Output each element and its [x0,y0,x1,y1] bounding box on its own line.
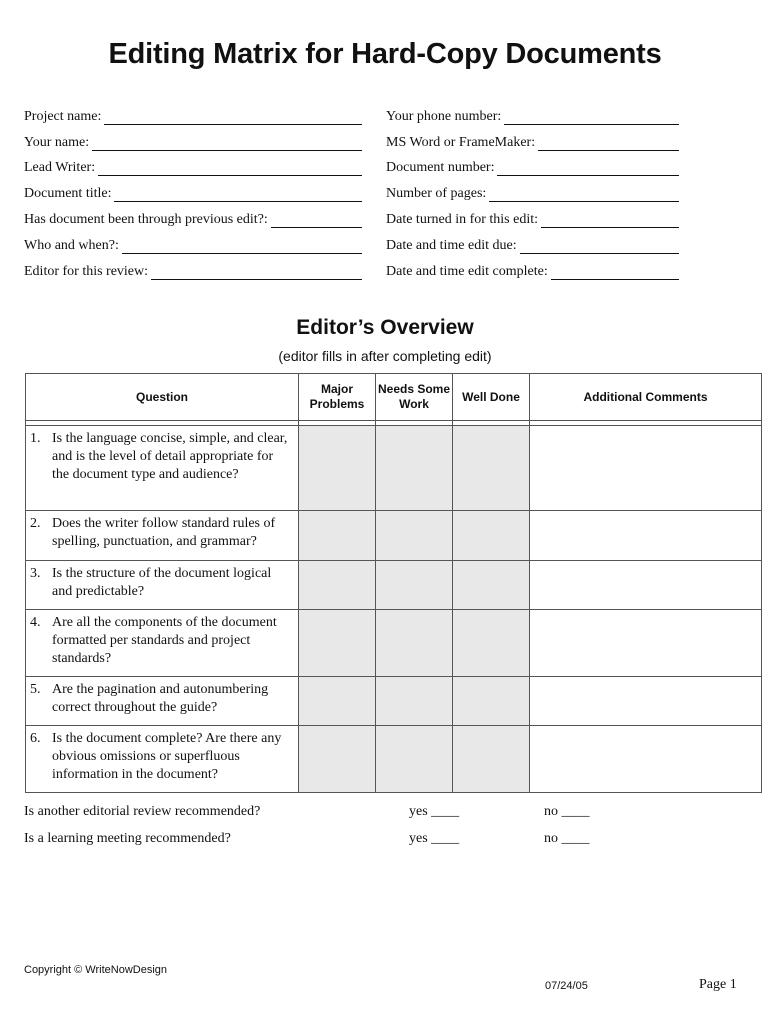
fill-line[interactable] [114,187,362,202]
question-number: 5. [30,682,41,697]
who-and-when-field[interactable] [24,234,362,254]
comments-cell[interactable] [530,426,762,511]
well-done-cell[interactable] [453,511,530,561]
fill-line[interactable] [520,239,679,254]
question-text: Is the document complete? Are there any obvious omissions or superfluous information in the document? [52,731,282,782]
question-cell [26,561,299,610]
field-label: Editor for this review: [24,264,149,279]
comments-cell[interactable] [530,726,762,793]
learning-meeting-row [24,831,744,851]
question-number: 6. [30,731,41,746]
column-header-needs-some-work: Needs Some Work [376,374,453,421]
field-label: Has document been through previous edit?: [24,212,268,227]
field-label: Document number: [386,160,495,175]
well-done-cell[interactable] [453,677,530,726]
well-done-cell[interactable] [453,610,530,677]
section-subtitle: (editor fills in after completing edit) [278,348,492,364]
needs-some-work-cell[interactable] [376,426,453,511]
fill-line[interactable] [98,161,362,176]
table-row [26,610,762,677]
question-cell [26,726,299,793]
question-text: Are all the components of the document formatted per standards and project standards? [52,615,277,666]
table-header-row [26,374,762,421]
no-blank[interactable]: no ____ [544,804,590,819]
table-row [26,511,762,561]
major-problems-cell[interactable] [299,726,376,793]
fill-line[interactable] [104,110,362,125]
yes-blank[interactable]: yes ____ [409,831,460,846]
question-text: Is the language concise, simple, and clear, and is the level of detail appropriate for the document type and audience? [52,431,288,482]
date-turned-in-field[interactable] [386,208,679,228]
major-problems-cell[interactable] [299,677,376,726]
fill-line[interactable] [271,213,362,228]
question-cell [26,677,299,726]
column-header-major-problems: Major Problems [299,374,376,421]
needs-some-work-cell[interactable] [376,561,453,610]
fill-line[interactable] [151,265,362,280]
fill-line[interactable] [551,265,679,280]
footer-date: 07/24/05 [545,980,588,992]
fill-line[interactable] [122,239,362,254]
fill-line[interactable] [538,136,679,151]
field-label: Date and time edit due: [386,238,517,253]
comments-cell[interactable] [530,610,762,677]
comments-cell[interactable] [530,511,762,561]
major-problems-cell[interactable] [299,511,376,561]
field-label: Your phone number: [386,109,502,124]
column-header-additional-comments: Additional Comments [530,374,762,421]
word-or-framemaker-field[interactable] [386,131,679,151]
column-header-question: Question [26,374,299,421]
major-problems-cell[interactable] [299,610,376,677]
field-label: Document title: [24,186,112,201]
your-name-field[interactable] [24,131,362,151]
needs-some-work-cell[interactable] [376,511,453,561]
question-text: Are the pagination and autonumbering correct throughout the guide? [52,682,269,715]
comments-cell[interactable] [530,677,762,726]
page-title: Editing Matrix for Hard-Copy Documents [108,38,662,70]
major-problems-cell[interactable] [299,561,376,610]
editor-field[interactable] [24,260,362,280]
column-header-well-done: Well Done [453,374,530,421]
fill-line[interactable] [497,161,679,176]
table-row [26,426,762,511]
field-label: MS Word or FrameMaker: [386,135,536,150]
project-name-field[interactable] [24,105,362,125]
lead-writer-field[interactable] [24,156,362,176]
question-number: 2. [30,516,41,531]
needs-some-work-cell[interactable] [376,610,453,677]
well-done-cell[interactable] [453,426,530,511]
major-problems-cell[interactable] [299,426,376,511]
question-number: 3. [30,566,41,581]
table-row [26,726,762,793]
field-label: Your name: [24,135,90,150]
no-blank[interactable]: no ____ [544,831,590,846]
field-label: Who and when?: [24,238,119,253]
comments-cell[interactable] [530,561,762,610]
needs-some-work-cell[interactable] [376,726,453,793]
previous-edit-field[interactable] [24,208,362,228]
field-label: Date and time edit complete: [386,264,548,279]
question-text: Is the structure of the document logical and predictable? [52,566,272,599]
well-done-cell[interactable] [453,726,530,793]
question-cell [26,426,299,511]
recommendation-question: Is another editorial review recommended? [24,804,261,819]
field-label: Lead Writer: [24,160,96,175]
edit-due-field[interactable] [386,234,679,254]
question-cell [26,610,299,677]
field-label: Project name: [24,109,102,124]
copyright-notice: Copyright © WriteNowDesign [24,964,168,976]
number-of-pages-field[interactable] [386,182,679,202]
question-number: 4. [30,615,41,630]
question-number: 1. [30,431,41,446]
question-text: Does the writer follow standard rules of spelling, punctuation, and grammar? [52,516,276,549]
edit-complete-field[interactable] [386,260,679,280]
fill-line[interactable] [541,213,679,228]
field-label: Number of pages: [386,186,487,201]
document-title-field[interactable] [24,182,362,202]
field-label: Date turned in for this edit: [386,212,539,227]
table-row [26,677,762,726]
document-number-field[interactable] [386,156,679,176]
section-title: Editor’s Overview [296,316,474,339]
page-number: Page 1 [699,977,737,992]
question-cell [26,511,299,561]
recommendation-question: Is a learning meeting recommended? [24,831,231,846]
yes-blank[interactable]: yes ____ [409,804,460,819]
fill-line[interactable] [489,187,679,202]
well-done-cell[interactable] [453,561,530,610]
editing-matrix-table [25,373,762,793]
needs-some-work-cell[interactable] [376,677,453,726]
table-row [26,561,762,610]
another-review-row [24,804,744,824]
fill-line[interactable] [92,136,362,151]
fill-line[interactable] [504,110,679,125]
phone-number-field[interactable] [386,105,679,125]
